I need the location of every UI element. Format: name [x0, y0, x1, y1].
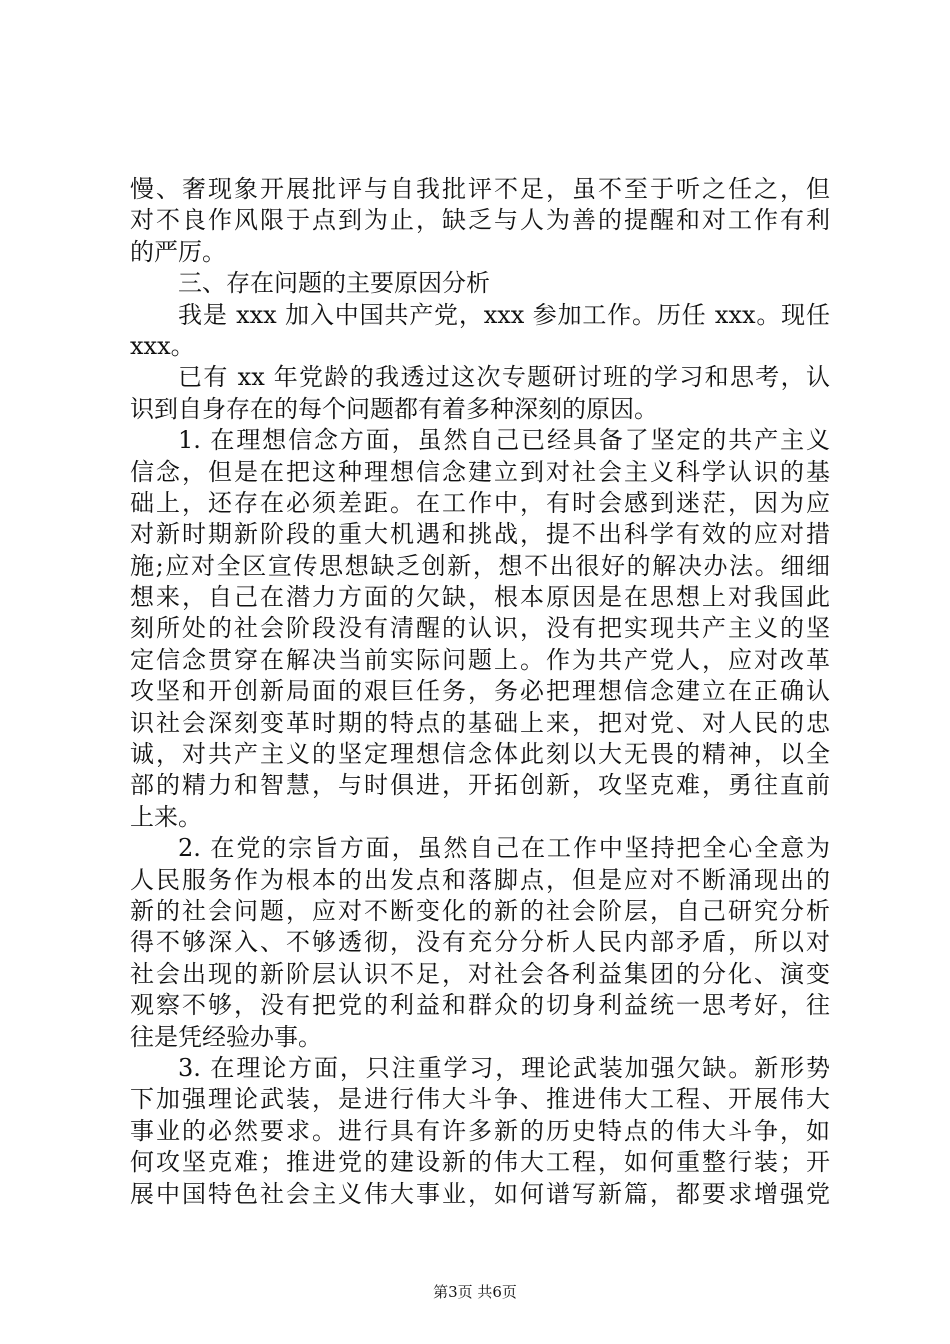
text-line: 识社会深刻变革时期的特点的基础上来，把对党、对人民的忠 [130, 708, 830, 737]
section-heading: 三、存在问题的主要原因分析 [178, 269, 490, 298]
text-line: 我是 xxx 加入中国共产党，xxx 参加工作。历任 xxx。现任 [178, 300, 830, 329]
text-line: 部的精力和智慧，与时俱进，开拓创新，攻坚克难，勇往直前 [130, 771, 830, 800]
text-line: 诚，对共产主义的坚定理想信念体此刻以大无畏的精神，以全 [130, 740, 830, 769]
text-line: xxx。 [130, 331, 195, 360]
page-footer: 第3页 共6页 [433, 1283, 517, 1301]
text-line: 人民服务作为根本的出发点和落脚点，但是应对不断涌现出的 [130, 865, 830, 894]
text-line: 展中国特色社会主义伟大事业，如何谱写新篇，都要求增强党 [130, 1179, 830, 1208]
text-line: 已有 xx 年党龄的我透过这次专题研讨班的学习和思考，认 [178, 363, 830, 392]
text-line: 础上，还存在必须差距。在工作中，有时会感到迷茫，因为应 [130, 488, 830, 517]
text-line: 定信念贯穿在解决当前实际问题上。作为共产党人，应对改革 [130, 645, 830, 674]
text-line: 攻坚和开创新局面的艰巨任务，务必把理想信念建立在正确认 [130, 677, 830, 706]
text-line: 刻所处的社会阶段没有清醒的认识，没有把实现共产主义的坚 [130, 614, 830, 643]
text-line: 何攻坚克难；推进党的建设新的伟大工程，如何重整行装；开 [130, 1148, 830, 1177]
text-line: 下加强理论武装，是进行伟大斗争、推进伟大工程、开展伟大 [130, 1085, 830, 1114]
text-line: 2. 在党的宗旨方面，虽然自己在工作中坚持把全心全意为 [178, 834, 830, 863]
text-line: 观察不够，没有把党的利益和群众的切身利益统一思考好，往 [130, 991, 830, 1020]
text-line: 事业的必然要求。进行具有许多新的历史特点的伟大斗争，如 [130, 1116, 830, 1145]
text-line: 识到自身存在的每个问题都有着多种深刻的原因。 [130, 394, 658, 423]
text-line: 上来。 [130, 802, 202, 831]
text-line: 得不够深入、不够透彻，没有充分分析人民内部矛盾，所以对 [130, 928, 830, 957]
text-line: 新的社会问题，应对不断变化的新的社会阶层，自己研究分析 [130, 896, 830, 925]
text-line: 施;应对全区宣传思想缺乏创新，想不出很好的解决办法。细细 [130, 551, 830, 580]
text-line: 往是凭经验办事。 [130, 1022, 322, 1051]
document-body [130, 174, 830, 1210]
text-line: 社会出现的新阶层认识不足，对社会各利益集团的分化、演变 [130, 959, 830, 988]
text-line: 对不良作风限于点到为止，缺乏与人为善的提醒和对工作有利 [130, 206, 830, 235]
text-line: 信念，但是在把这种理想信念建立到对社会主义科学认识的基 [130, 457, 830, 486]
text-line: 3. 在理论方面，只注重学习，理论武装加强欠缺。新形势 [178, 1053, 830, 1082]
text-line: 的严厉。 [130, 237, 226, 266]
text-line: 慢、奢现象开展批评与自我批评不足，虽不至于听之任之，但 [130, 175, 830, 203]
text-line: 想来，自己在潜力方面的欠缺，根本原因是在思想上对我国此 [130, 583, 830, 612]
text-line: 1. 在理想信念方面，虽然自己已经具备了坚定的共产主义 [178, 426, 830, 455]
text-line: 对新时期新阶段的重大机遇和挑战，提不出科学有效的应对措 [130, 520, 830, 549]
